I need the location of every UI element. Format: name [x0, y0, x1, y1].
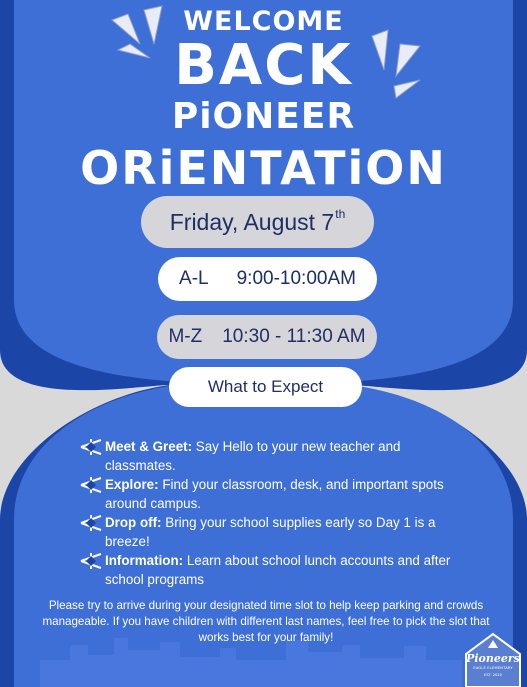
- orientation-heading: ORiENTATiON: [80, 141, 447, 195]
- item-title: Meet & Greet:: [105, 439, 193, 454]
- item-text: Find your classroom, desk, and important spots around campus.: [105, 477, 444, 511]
- logo-name: Pioneers: [466, 652, 520, 665]
- back-heading: BACK: [174, 33, 353, 98]
- item-text: Say Hello to your new teacher and classmates.: [105, 439, 401, 473]
- date-suffix: th: [335, 207, 346, 221]
- list-item: [80, 475, 470, 513]
- list-item: [80, 551, 470, 589]
- session-group: A-L: [179, 268, 209, 289]
- item-title: Drop off:: [105, 515, 162, 530]
- list-item: [80, 513, 470, 551]
- item-text: Learn about school lunch accounts and after school programs: [105, 553, 451, 587]
- pioneer-heading: PiONEER: [171, 96, 356, 137]
- date-text: Friday, August 7: [169, 208, 335, 235]
- pioneer-arrow-icon: [80, 552, 102, 570]
- logo-est: EST. 2020: [484, 673, 502, 677]
- session-pill-a-l: [158, 257, 377, 301]
- session-time: 9:00-10:00AM: [236, 268, 356, 289]
- expect-list: [80, 437, 470, 589]
- session-time: 10:30 - 11:30 AM: [222, 326, 366, 347]
- pioneer-arrow-icon: [80, 438, 102, 456]
- what-to-expect-pill: What to Expect: [169, 367, 362, 407]
- welcome-heading: WELCOME: [183, 6, 344, 37]
- item-text: Bring your school supplies early so Day 1 is a breeze!: [105, 515, 436, 549]
- logo-subtitle: EAGLE ELEMENTARY: [473, 666, 513, 670]
- date-pill: [141, 196, 374, 248]
- arrival-note: Please try to arrive during your designated time slot to help keep parking and crowds manageable. If you have children with different last names, feel free to pick the slot that works best for your family!: [42, 599, 490, 644]
- pioneer-arrow-icon: [80, 514, 102, 532]
- session-group: M-Z: [168, 326, 203, 347]
- list-item: [80, 437, 470, 475]
- session-pill-m-z: [157, 315, 377, 359]
- item-title: Explore:: [105, 477, 159, 492]
- item-title: Information:: [105, 553, 184, 568]
- pioneer-arrow-icon: [80, 476, 102, 494]
